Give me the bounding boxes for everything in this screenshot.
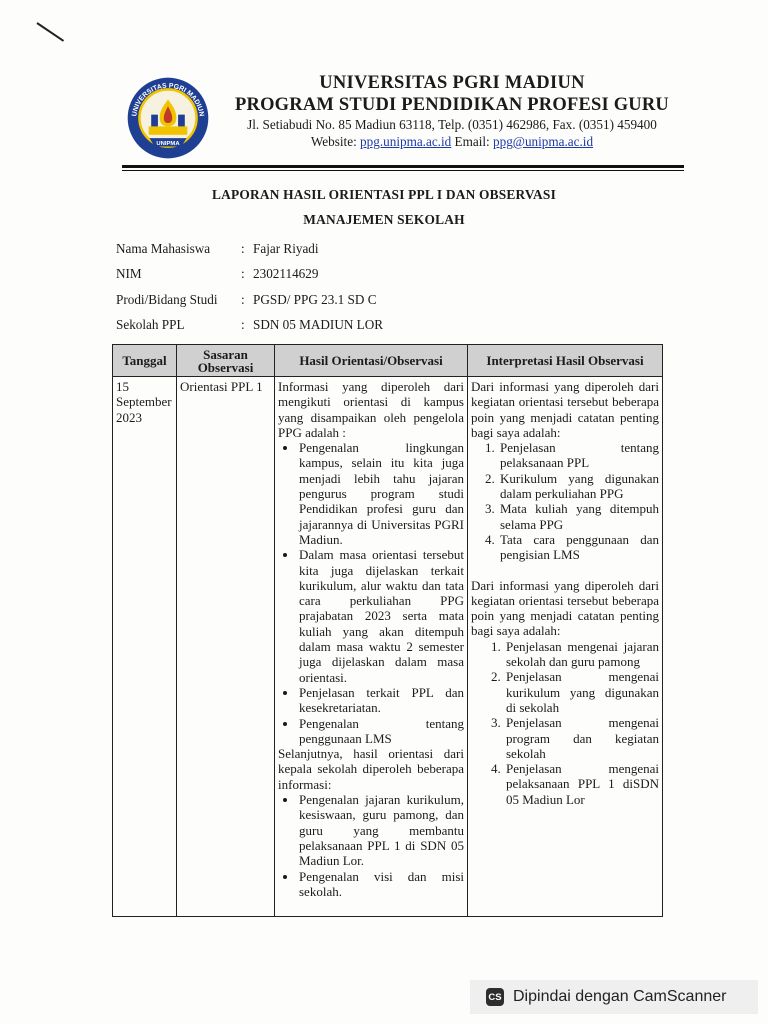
university-name: UNIVERSITAS PGRI MADIUN	[319, 73, 585, 93]
unipma-logo	[126, 76, 210, 160]
website-link[interactable]: ppg.unipma.ac.id	[360, 134, 452, 149]
list-item: 3. Mata kuliah yang ditempuh selama PPG	[498, 501, 659, 532]
table-header-row	[113, 345, 663, 377]
contact-line	[226, 133, 678, 150]
report-title-line2: MANAJEMEN SEKOLAH	[303, 212, 465, 227]
email-label: Email:	[454, 134, 490, 149]
info-value: 2302114629	[253, 266, 319, 282]
list-item: • Pengenalan lingkungan kampus, selain itu kita juga menjadi lebih tahu jajaran pengurus program studi Pendidikan profesi guru dan jajarannya di Universitas PGRI Madiun.	[298, 440, 464, 547]
pen-mark	[36, 22, 64, 42]
camscanner-icon: CS	[486, 988, 504, 1006]
email-link[interactable]: ppg@unipma.ac.id	[493, 134, 594, 149]
student-info	[116, 236, 383, 338]
cell-observation	[275, 377, 468, 917]
list-item: • Pengenalan visi dan misi sekolah.	[298, 869, 464, 900]
info-label: Prodi/Bidang Studi	[116, 291, 218, 307]
observation-continuation: Selanjutnya, hasil orientasi dari kepala sekolah diperoleh beberapa informasi:	[278, 746, 464, 792]
info-row-name: Nama Mahasiswa : Fajar Riyadi	[116, 240, 319, 256]
list-item: • Pengenalan jajaran kurikulum, kesiswaan, guru pamong, dan guru yang membantu pelaksanaan PPL 1 di SDN 05 Madiun Lor.	[298, 792, 464, 868]
list-item: 3. Penjelasan mengenai program dan kegiatan sekolah	[504, 715, 659, 761]
camscanner-label: Dipindai dengan CamScanner	[513, 988, 727, 1005]
camscanner-watermark	[470, 980, 758, 1014]
list-item: • Penjelasan terkait PPL dan kesekretariatan.	[298, 685, 464, 716]
table-row	[113, 377, 663, 917]
letterhead-rule-thick	[122, 165, 684, 168]
info-row-prodi: Prodi/Bidang Studi : PGSD/ PPG 23.1 SD C	[116, 291, 377, 307]
cell-interpretation	[468, 377, 663, 917]
info-label: NIM	[116, 266, 142, 282]
interpretation-list-2	[471, 639, 659, 807]
observation-table	[112, 344, 663, 917]
logo-ring-text: UNIVERSITAS PGRI MADIUN	[131, 82, 205, 117]
info-label: Nama Mahasiswa	[116, 240, 211, 256]
list-item: 2. Kurikulum yang digunakan dalam perkuliahan PPG	[498, 471, 659, 502]
list-item: • Pengenalan tentang penggunaan LMS	[298, 716, 464, 747]
list-item: 4. Penjelasan mengenai pelaksanaan PPL 1 diSDN 05 Madiun Lor	[504, 761, 659, 807]
header-target: Sasaran Observasi	[177, 345, 275, 377]
header-date: Tanggal	[113, 345, 177, 377]
report-title-line1: LAPORAN HASIL ORIENTASI PPL I DAN OBSERVASI	[212, 187, 556, 202]
info-value: PGSD/ PPG 23.1 SD C	[253, 291, 377, 307]
list-item: 1. Penjelasan tentang pelaksanaan PPL	[498, 440, 659, 471]
observation-bullets-2	[278, 792, 464, 899]
list-item: 4. Tata cara penggunaan dan pengisian LMS	[498, 532, 659, 563]
observation-bullets-1	[278, 440, 464, 746]
info-row-nim: NIM : 2302114629	[116, 266, 319, 282]
header-interpretation: Interpretasi Hasil Observasi	[468, 345, 663, 377]
logo-banner-text: UNIPMA	[156, 140, 180, 147]
info-label: Sekolah PPL	[116, 317, 185, 333]
interpretation-intro-2: Dari informasi yang diperoleh dari kegiatan orientasi tersebut beberapa poin yang menjadi catatan penting bagi saya adalah:	[471, 577, 659, 639]
info-row-school: Sekolah PPL : SDN 05 MADIUN LOR	[116, 317, 384, 333]
info-value: SDN 05 MADIUN LOR	[253, 317, 384, 333]
list-item: • Dalam masa orientasi tersebut kita juga dijelaskan terkait kurikulum, alur waktu dan tata cara perkuliahan PPG prajabatan 2023 serta mata kuliah yang akan ditempuh dalam masa waktu 2 semester juga dijelaskan dalam masa orientasi.	[298, 547, 464, 685]
header-observation: Hasil Orientasi/Observasi	[275, 345, 468, 377]
cell-date: 15 September 2023	[113, 377, 177, 917]
interpretation-list-1	[471, 440, 659, 562]
letterhead-rule-thin	[122, 170, 684, 171]
observation-intro: Informasi yang diperoleh dari mengikuti orientasi di kampus yang disampaikan oleh pengelola PPG adalah :	[278, 379, 464, 440]
interpretation-intro-1: Dari informasi yang diperoleh dari kegiatan orientasi tersebut beberapa poin yang menjadi catatan penting bagi saya adalah:	[471, 379, 659, 440]
list-item: 2. Penjelasan mengenai kurikulum yang digunakan di sekolah	[504, 669, 659, 715]
address-line: Jl. Setiabudi No. 85 Madiun 63118, Telp. (0351) 462986, Fax. (0351) 459400	[247, 117, 657, 132]
list-item: 1. Penjelasan mengenai jajaran sekolah dan guru pamong	[504, 639, 659, 670]
info-value: Fajar Riyadi	[253, 240, 319, 256]
cell-target: Orientasi PPL 1	[177, 377, 275, 917]
website-label: Website:	[310, 134, 357, 149]
letterhead	[226, 72, 678, 150]
program-name: PROGRAM STUDI PENDIDIKAN PROFESI GURU	[235, 95, 669, 115]
